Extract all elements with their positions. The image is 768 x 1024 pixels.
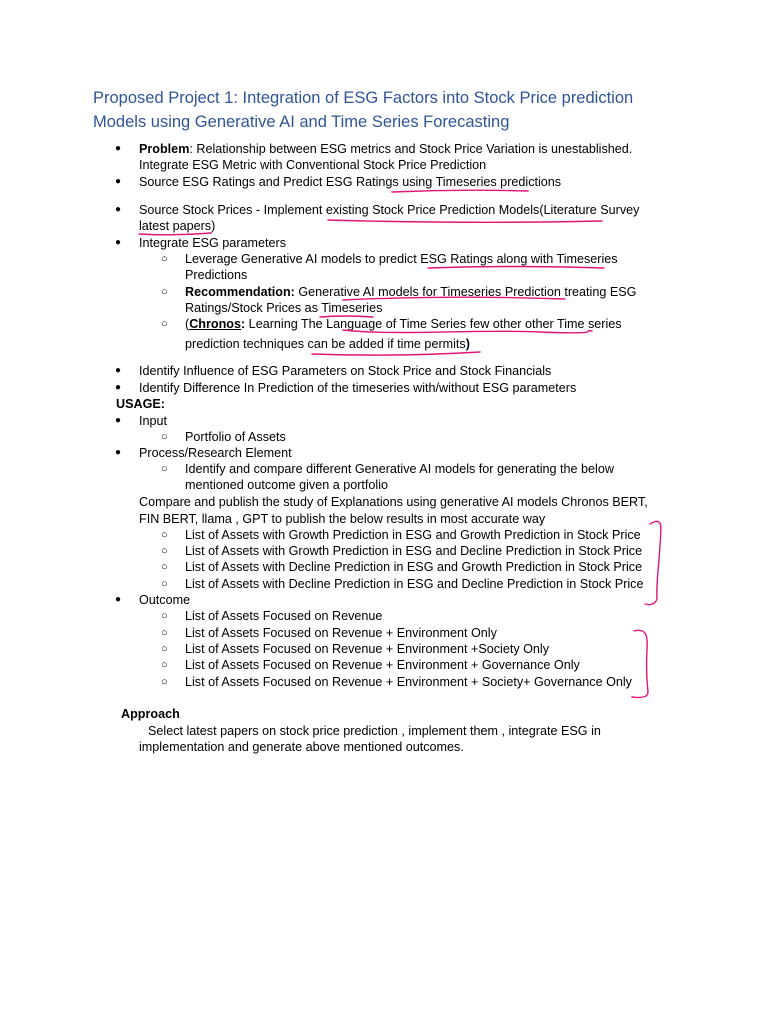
chronos-label: Chronos — [189, 317, 241, 331]
outcome-list-item: List of Assets Focused on Revenue + Environment Only — [185, 626, 497, 640]
bullet-icon: ● — [115, 143, 122, 154]
recommendation-line-1 — [185, 284, 636, 300]
sub-bullet-icon: ○ — [161, 253, 168, 265]
title-line-2: Models using Generative AI and Time Series Forecasting — [93, 113, 510, 131]
usage-heading: USAGE: — [116, 397, 165, 411]
process-subitem-line-2: mentioned outcome given a portfolio — [185, 478, 389, 492]
source-esg-item: Source ESG Ratings and Predict ESG Ratings using Timeseries predictions — [139, 175, 562, 189]
sub-bullet-icon: ○ — [161, 561, 168, 573]
bracket-outcomes — [632, 630, 648, 697]
chronos-line-1 — [185, 316, 622, 332]
source-stock-line-2: latest papers) — [139, 219, 216, 233]
chronos-line-2 — [185, 336, 470, 352]
compare-line-1: Compare and publish the study of Explanations using generative AI models Chronos BERT, — [139, 495, 648, 509]
underline-can-be-added — [312, 352, 480, 355]
underline-timeseries-predictions — [392, 190, 528, 192]
recommendation-line-2: Ratings/Stock Prices as Timeseries — [185, 301, 383, 315]
chronos-text-1: Learning The Language of Time Series few other other Time series — [245, 317, 622, 331]
sub-bullet-icon: ○ — [161, 676, 168, 688]
bullet-icon: ● — [115, 204, 122, 215]
source-stock-line-1: Source Stock Prices - Implement existing Stock Price Prediction Models(Literature Survey — [139, 203, 640, 217]
sub-bullet-icon: ○ — [161, 545, 168, 557]
outcome-list-item: List of Assets Focused on Revenue — [185, 609, 383, 623]
underline-existing-models — [328, 220, 602, 222]
bullet-icon: ● — [115, 237, 122, 248]
sub-bullet-icon: ○ — [161, 578, 168, 590]
chronos-close-paren: ) — [465, 337, 470, 351]
bullet-icon: ● — [115, 382, 122, 393]
bullet-icon: ● — [115, 447, 122, 458]
problem-line-2: Integrate ESG Metric with Conventional Stock Price Prediction — [139, 158, 487, 172]
bullet-icon: ● — [115, 176, 122, 187]
input-portfolio-item: Portfolio of Assets — [185, 430, 286, 444]
recommendation-label: Recommendation: — [185, 285, 295, 299]
problem-line-1 — [139, 141, 632, 157]
process-item: Process/Research Element — [139, 446, 292, 460]
compare-line-2: FIN BERT, llama , GPT to publish the below results in most accurate way — [139, 512, 546, 526]
bullet-icon: ● — [115, 365, 122, 376]
sub-bullet-icon: ○ — [161, 529, 168, 541]
bracket-asset-lists — [645, 521, 661, 604]
bullet-icon: ● — [115, 594, 122, 605]
chronos-text-2: prediction techniques can be added if time permits — [185, 337, 466, 351]
title-line-1: Proposed Project 1: Integration of ESG Factors into Stock Price prediction — [93, 89, 634, 107]
approach-line-2: implementation and generate above mentioned outcomes. — [139, 740, 464, 754]
asset-list-item: List of Assets with Growth Prediction in ESG and Growth Prediction in Stock Price — [185, 528, 641, 542]
sub-bullet-icon: ○ — [161, 431, 168, 443]
chronos-open-paren: ( — [185, 317, 190, 331]
outcome-list-item: List of Assets Focused on Revenue + Environment + Society+ Governance Only — [185, 675, 632, 689]
problem-text-1: : Relationship between ESG metrics and Stock Price Variation is unestablished. — [189, 142, 633, 156]
outcome-item: Outcome — [139, 593, 191, 607]
identify-difference-item: Identify Difference In Prediction of the timeseries with/without ESG parameters — [139, 381, 577, 395]
asset-list-item: List of Assets with Decline Prediction in ESG and Decline Prediction in Stock Price — [185, 577, 644, 591]
input-item: Input — [139, 414, 168, 428]
approach-heading: Approach — [121, 707, 180, 721]
asset-list-item: List of Assets with Decline Prediction in ESG and Growth Prediction in Stock Price — [185, 560, 643, 574]
bullet-icon: ● — [115, 415, 122, 426]
sub-bullet-icon: ○ — [161, 286, 168, 298]
leverage-line-1: Leverage Generative AI models to predict ESG Ratings along with Timeseries — [185, 252, 618, 266]
asset-list-item: List of Assets with Growth Prediction in ESG and Decline Prediction in Stock Price — [185, 544, 643, 558]
problem-label: Problem — [139, 142, 190, 156]
chronos-colon: : — [240, 317, 246, 331]
sub-bullet-icon: ○ — [161, 318, 168, 330]
outcome-list-item: List of Assets Focused on Revenue + Environment + Governance Only — [185, 658, 580, 672]
process-subitem-line-1: Identify and compare different Generative AI models for generating the below — [185, 462, 614, 476]
sub-bullet-icon: ○ — [161, 659, 168, 671]
sub-bullet-icon: ○ — [161, 643, 168, 655]
sub-bullet-icon: ○ — [161, 610, 168, 622]
recommendation-text-1: Generative AI models for Timeseries Prediction treating ESG — [294, 285, 637, 299]
approach-line-1: Select latest papers on stock price prediction , implement them , integrate ESG in — [148, 724, 601, 738]
integrate-esg-item: Integrate ESG parameters — [139, 236, 286, 250]
identify-influence-item: Identify Influence of ESG Parameters on Stock Price and Stock Financials — [139, 364, 552, 378]
sub-bullet-icon: ○ — [161, 627, 168, 639]
leverage-line-2: Predictions — [185, 268, 248, 282]
sub-bullet-icon: ○ — [161, 463, 168, 475]
document-title — [93, 86, 733, 134]
outcome-list-item: List of Assets Focused on Revenue + Environment +Society Only — [185, 642, 550, 656]
